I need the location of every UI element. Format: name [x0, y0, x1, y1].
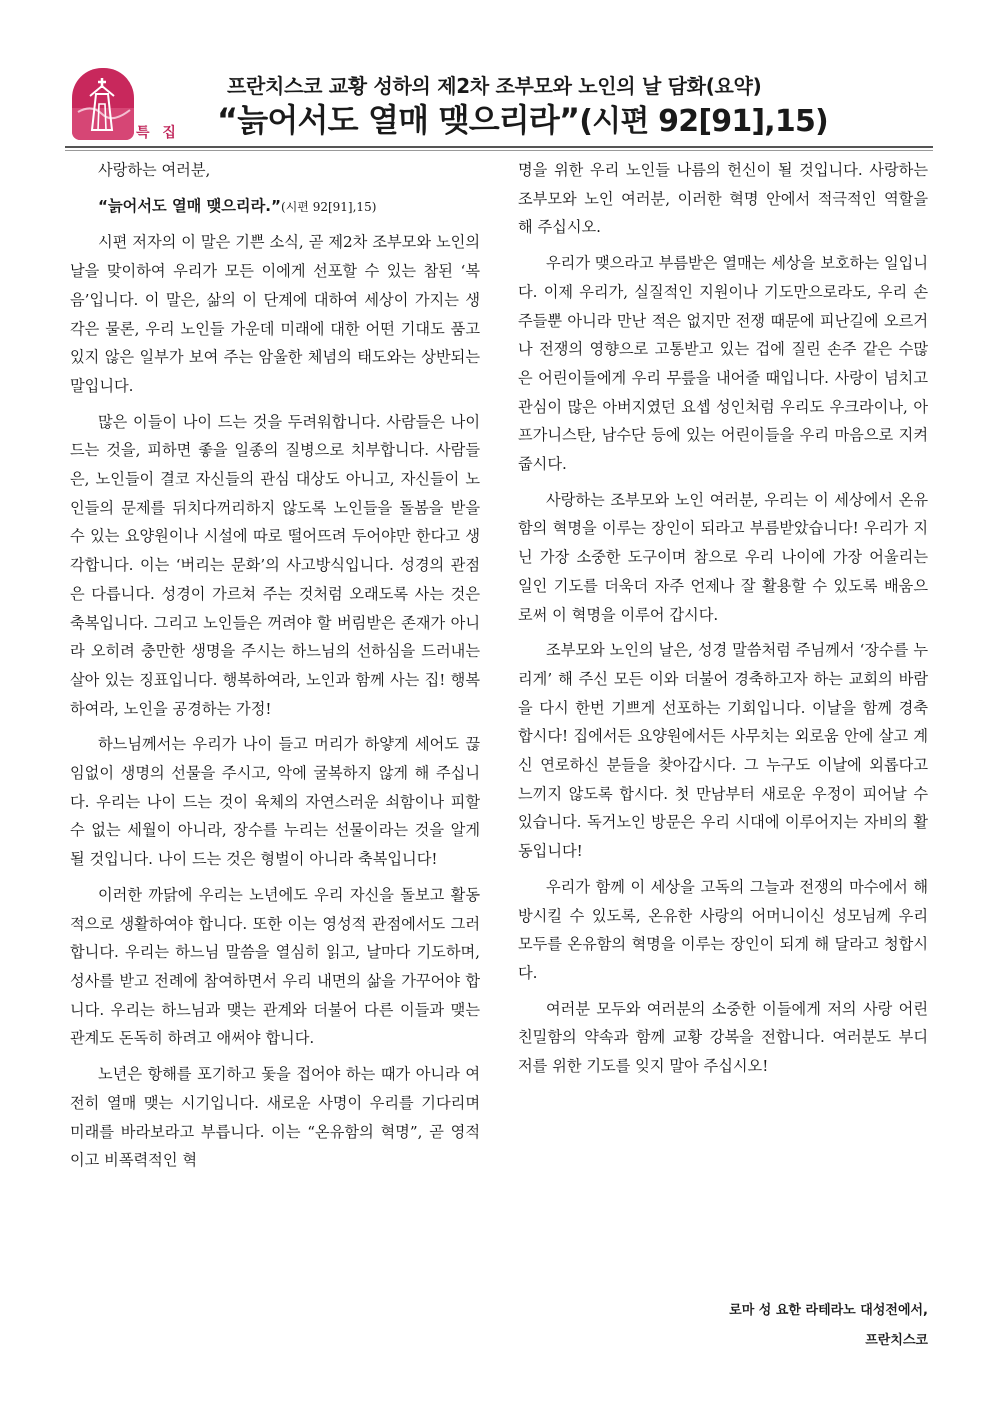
church-emblem-icon: [72, 68, 134, 140]
opening-quote: [70, 192, 480, 222]
title-reference: (시편 92[91],15): [579, 104, 828, 139]
page-title: [217, 95, 857, 141]
left-column: [70, 156, 480, 1182]
header-divider: [65, 146, 933, 151]
signature-block: [729, 1296, 928, 1356]
paragraph: 시편 저자의 이 말은 기쁜 소식, 곧 제2차 조부모와 노인의 날을 맞이하여 우리가 모든 이에게 선포할 수 있는 참된 ‘복음’입니다. 이 말은, 삶의 이 단계에 대하여 세상이 가지는 생각은 물론, 우리 노인들 가운데 미래에 대한 어떤 기대도 품고 있지 않은 일부가 보여 주는 암울한 체념의 태도와는 상반되는 말입니다.: [70, 233, 480, 395]
paragraph-continued: 명을 위한 우리 노인들 나름의 헌신이 될 것입니다. 사랑하는 조부모와 노인 여러분, 이러한 혁명 안에서 적극적인 역할을 해 주십시오.: [518, 161, 928, 237]
signature-name: 프란치스코: [865, 1333, 928, 1348]
paragraph: 여러분 모두와 여러분의 소중한 이들에게 저의 사랑 어린 친밀함의 약속과 함께 교황 강복을 전합니다. 여러분도 부디 저를 위한 기도를 잊지 말아 주십시오!: [518, 999, 928, 1076]
paragraph: 하느님께서는 우리가 나이 들고 머리가 하얗게 세어도 끊임없이 생명의 선물을 주시고, 악에 굴복하지 않게 해 주십니다. 우리는 나이 드는 것이 육체의 자연스러운 쇠함이나 피할 수 없는 세월이 아니라, 장수를 누리는 선물이라는 것을 알게 될 것입니다. 나이 드는 것은 형벌이 아니라 축복입니다!: [70, 735, 480, 869]
special-feature-badge: 특 집: [136, 125, 180, 141]
paragraph: 우리가 맺으라고 부름받은 열매는 세상을 보호하는 일입니다. 이제 우리가, 실질적인 지원이나 기도만으로라도, 우리 손주들뿐 아니라 만난 적은 없지만 전쟁 때문에 피난길에 오르거나 전쟁의 영향으로 고통받고 있는 겁에 질린 손주 같은 수많은 어린이들에게 우리 무릎을 내어줄 때입니다. 사랑이 넘치고 관심이 많은 아버지였던 요셉 성인처럼 우리도 우크라이나, 아프가니스탄, 남수단 등에 있는 어린이들을 우리 마음으로 지켜줍시다.: [518, 254, 928, 474]
quote-text: “늙어서도 열매 맺으리라.”: [98, 196, 282, 215]
quote-source: (시편 92[91],15): [281, 199, 377, 214]
paragraph: 사랑하는 조부모와 노인 여러분, 우리는 이 세상에서 온유함의 혁명을 이루는 장인이 되라고 부름받았습니다! 우리가 지닌 가장 소중한 도구이며 참으로 우리 나이에 가장 어울리는 일인 기도를 더욱더 자주 언제나 잘 활용할 수 있도록 배움으로써 이 혁명을 이루어 갑시다.: [518, 490, 928, 624]
paragraph: 노년은 항해를 포기하고 돛을 접어야 하는 때가 아니라 여전히 열매 맺는 시기입니다. 새로운 사명이 우리를 기다리며 미래를 바라보라고 부릅니다. 이는 “온유함의 혁명”, 곧 영적이고 비폭력적인 혁: [70, 1065, 480, 1170]
signature-place: 로마 성 요한 라테라노 대성전에서,: [729, 1303, 928, 1318]
paragraph: 이러한 까닭에 우리는 노년에도 우리 자신을 돌보고 활동적으로 생활하여야 합니다. 또한 이는 영성적 관점에서도 그러합니다. 우리는 하느님 말씀을 열심히 읽고, 날마다 기도하며, 성사를 받고 전례에 참여하면서 우리 내면의 삶을 가꾸어야 합니다. 우리는 하느님과 맺는 관계와 더불어 다른 이들과 맺는 관계도 돈독히 하려고 애써야 합니다.: [70, 885, 480, 1048]
right-column: [518, 156, 928, 1088]
salutation: 사랑하는 여러분,: [98, 161, 211, 179]
paragraph: 많은 이들이 나이 드는 것을 두려워합니다. 사람들은 나이 드는 것을, 피하면 좋을 일종의 질병으로 치부합니다. 사람들은, 노인들이 결코 자신들의 관심 대상도 아니고, 자신들이 노인들의 문제를 뒤치다꺼리하지 않도록 노인들을 돌봄을 받을 수 있는 요양원이나 시설에 따로 떨어뜨려 두어야만 한다고 생각합니다. 이는 ‘버리는 문화’의 사고방식입니다. 성경의 관점은 다릅니다. 성경이 가르쳐 주는 것처럼 오래도록 사는 것은 축복입니다. 그리고 노인들은 꺼려야 할 버림받은 존재가 아니라 오히려 충만한 생명을 주시는 하느님의 선하심을 드러내는 살아 있는 징표입니다. 행복하여라, 노인과 함께 사는 집! 행복하여라, 노인을 공경하는 가정!: [70, 412, 480, 718]
title-text: “늙어서도 열매 맺으리라”: [217, 101, 580, 139]
special-feature-logo: [72, 68, 134, 140]
paragraph: 우리가 함께 이 세상을 고독의 그늘과 전쟁의 마수에서 해방시킬 수 있도록, 온유한 사랑의 어머니이신 성모님께 우리 모두를 온유함의 혁명을 이루는 장인이 되게 해 달라고 청합시다.: [518, 877, 928, 982]
page-subtitle: 프란치스코 교황 성하의 제2차 조부모와 노인의 날 담화(요약): [227, 74, 762, 98]
page-header: [0, 0, 992, 160]
paragraph: 조부모와 노인의 날은, 성경 말씀처럼 주님께서 ‘장수를 누리게’ 해 주신 모든 이와 더불어 경축하고자 하는 교회의 바람을 다시 한번 기쁘게 선포하는 기회입니다. 이날을 함께 경축합시다! 집에서든 요양원에서든 사무치는 외로움 안에 살고 계신 연로하신 분들을 찾아갑시다. 그 누구도 이날에 외롭다고 느끼지 않도록 합시다. 첫 만남부터 새로운 우정이 피어날 수 있습니다. 독거노인 방문은 우리 시대에 이루어지는 자비의 활동입니다!: [518, 641, 928, 861]
